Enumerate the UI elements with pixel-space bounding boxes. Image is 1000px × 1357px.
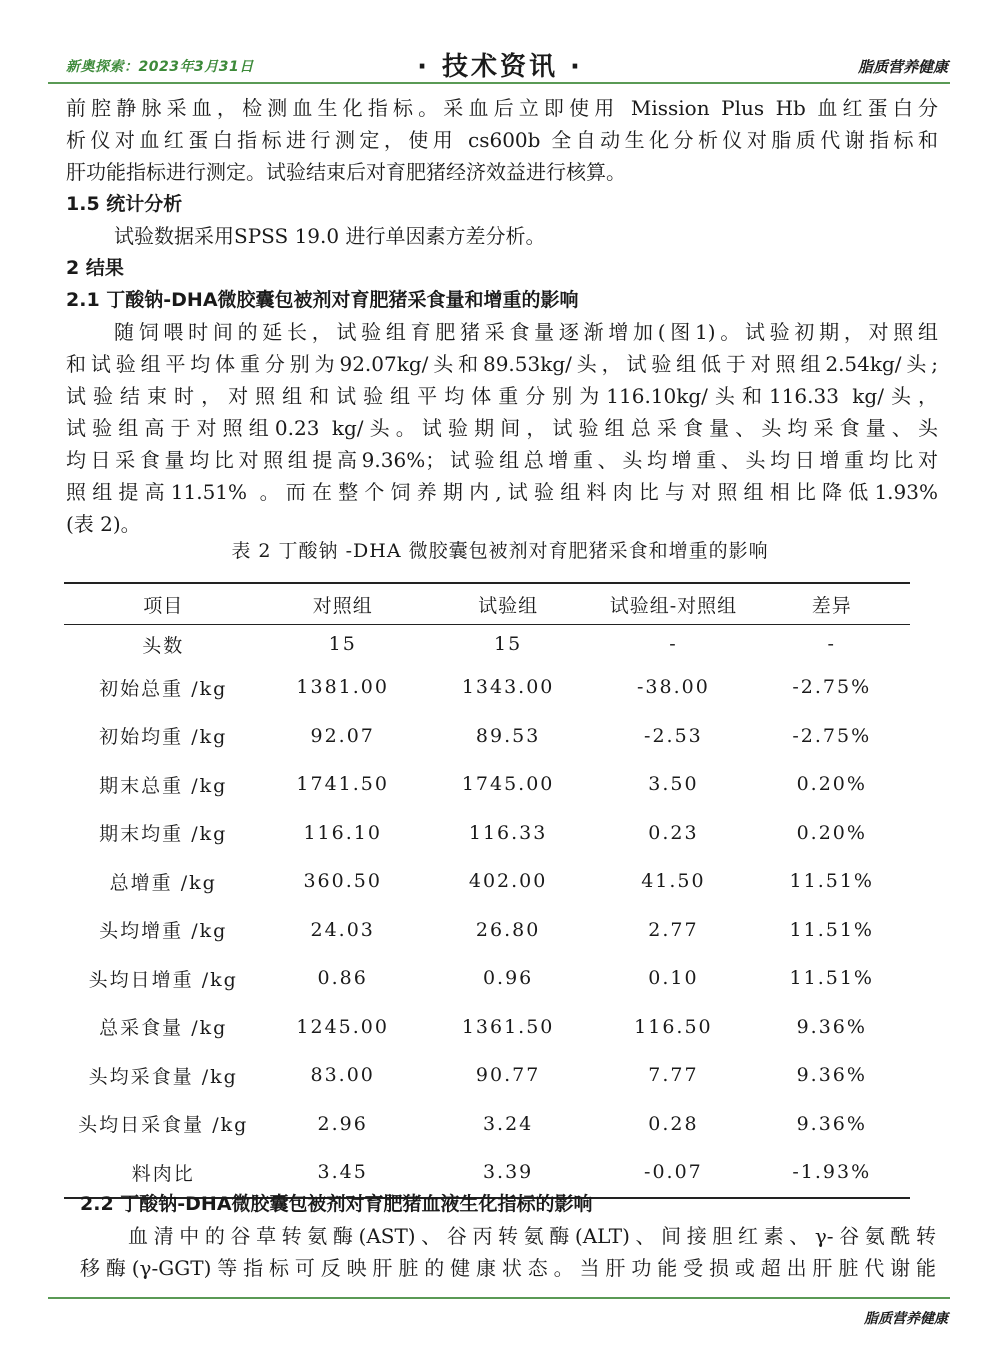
table-cell: 初始总重 /kg: [99, 677, 228, 700]
table-cell: 116.33: [468, 821, 548, 844]
header-section-title: · 技术资讯 ·: [417, 52, 583, 82]
table-cell: -2.75%: [792, 676, 872, 699]
text-line: 均日采食量均比对照组提高9.36%；试验组总增重、头均增重、头均日增重均比对: [66, 448, 938, 472]
col-header-test: 试验组: [423, 583, 593, 625]
table-cell: -38.00: [636, 676, 710, 699]
text-line: 和试验组平均体重分别为92.07kg/头和89.53kg/头，试验组低于对照组2.54kg/头;: [66, 352, 938, 376]
table-cell: 头均日采食量 /kg: [78, 1114, 249, 1137]
table-cell: 2.96: [317, 1112, 368, 1135]
table-cell: 3.50: [648, 773, 699, 796]
table-cell: 3.45: [262, 1148, 423, 1198]
heading-2-2: 2.2 丁酸钠-DHA微胶囊包被剂对育肥猪血液生化指标的影响: [80, 1193, 593, 1215]
table-cell: 0.20%: [796, 773, 867, 796]
table-cell: 9.36%: [796, 1064, 867, 1087]
footer-rule: [48, 1297, 950, 1299]
text-line: 前腔静脉采血，检测血生化指标。采血后立即使用 Mission Plus Hb 血红蛋白分: [66, 96, 938, 120]
heading-2: 2 结果: [66, 257, 124, 279]
table-row: [64, 1100, 910, 1149]
table-cell: 总增重 /kg: [109, 871, 217, 894]
table-cell: -1.93%: [754, 1148, 910, 1198]
text-line: 移酶(γ-GGT)等指标可反映肝脏的健康状态。当肝功能受损或超出肝脏代谢能: [80, 1256, 936, 1280]
table-cell: 15: [328, 633, 357, 655]
table-cell: 3.24: [482, 1112, 534, 1135]
table-cell: 1361.50: [461, 1015, 555, 1038]
footer-journal-name: 脂质营养健康: [864, 1311, 948, 1327]
col-header-item: 项目: [64, 583, 262, 625]
table-row: [64, 954, 910, 1003]
table-body: [64, 625, 910, 1198]
table-row: [64, 1003, 910, 1052]
text-line: (表 2)。: [66, 512, 141, 536]
table-cell: 初始均重 /kg: [99, 726, 228, 749]
table-row: [64, 857, 910, 906]
table-cell: 15: [494, 633, 523, 655]
text-line: 血清中的谷草转氨酶(AST)、谷丙转氨酶(ALT)、间接胆红素、γ-谷氨酰转: [128, 1224, 936, 1248]
table-cell: 9.36%: [796, 1015, 867, 1038]
table-cell: 0.28: [648, 1112, 699, 1135]
table-cell: 1381.00: [296, 676, 389, 699]
table-cell: 1741.50: [296, 773, 389, 796]
table-cell: -2.75%: [792, 724, 872, 747]
col-header-control: 对照组: [262, 583, 423, 625]
heading-1-5: 1.5 统计分析: [66, 193, 183, 215]
table-cell: 头均增重 /kg: [99, 920, 228, 943]
text-line: 随饲喂时间的延长，试验组育肥猪采食量逐渐增加(图1)。试验初期，对照组: [114, 320, 938, 344]
table-cell: 24.03: [310, 918, 375, 941]
table-cell: 402.00: [468, 870, 548, 893]
header-rule: [48, 82, 950, 84]
table-header-row: [64, 583, 910, 625]
page-header: [0, 0, 1000, 90]
table-row: [64, 1051, 910, 1100]
table-cell: 头均采食量 /kg: [88, 1065, 238, 1088]
table-cell: 0.86: [317, 967, 368, 990]
table-cell: 92.07: [310, 724, 375, 747]
table-caption: 表 2 丁酸钠 -DHA 微胶囊包被剂对育肥猪采食和增重的影响: [231, 540, 769, 562]
heading-2-1: 2.1 丁酸钠-DHA微胶囊包被剂对育肥猪采食量和增重的影响: [66, 289, 579, 311]
table-cell: 0.96: [482, 967, 534, 990]
table-cell: -: [827, 633, 836, 655]
table-cell: 116.10: [303, 821, 382, 844]
table-cell: 1245.00: [296, 1015, 389, 1038]
results-table: [64, 582, 910, 1199]
table-cell: 90.77: [475, 1064, 541, 1087]
header-journal-name: 脂质营养健康: [857, 58, 948, 76]
table-cell: 26.80: [475, 918, 541, 941]
text-line: 试验数据采用SPSS 19.0 进行单因素方差分析。: [114, 224, 546, 248]
table-cell: 期末总重 /kg: [99, 774, 228, 797]
text-line: 试验结束时，对照组和试验组平均体重分别为116.10kg/头和116.33 kg/头，: [66, 384, 938, 408]
table-cell: 116.50: [634, 1015, 713, 1038]
table-cell: 料肉比: [64, 1148, 262, 1198]
body-bottom: [80, 1188, 936, 1284]
table-cell: 0.10: [648, 967, 699, 990]
table-cell: 3.39: [423, 1148, 593, 1198]
table-cell: -0.07: [593, 1148, 753, 1198]
table-row: [64, 663, 910, 712]
text-line: 试验组高于对照组0.23 kg/头。试验期间，试验组总采食量、头均采食量、头: [66, 416, 938, 440]
table-row: [64, 712, 910, 761]
table-cell: 0.23: [648, 821, 699, 844]
table-cell: 89.53: [475, 724, 541, 747]
table-cell: 0.20%: [796, 821, 867, 844]
col-header-pct: 差异: [754, 583, 910, 625]
table-cell: 头均日增重 /kg: [88, 968, 238, 991]
body-top: [66, 92, 938, 540]
table-cell: 期末均重 /kg: [99, 823, 228, 846]
table-cell: 2.77: [648, 918, 699, 941]
table-cell: 总采食量 /kg: [99, 1017, 228, 1040]
table-row: [64, 760, 910, 809]
text-line: 肝功能指标进行测定。试验结束后对育肥猪经济效益进行核算。: [66, 160, 626, 184]
header-date: 新奥探索：2023年3月31日: [66, 59, 254, 75]
table-cell: 11.51%: [789, 967, 874, 990]
table-cell: 1745.00: [461, 773, 555, 796]
col-header-diff: 试验组-对照组: [593, 583, 753, 625]
table-cell: 11.51%: [789, 918, 874, 941]
table-cell: 1343.00: [461, 676, 555, 699]
text-line: 析仪对血红蛋白指标进行测定，使用 cs600b 全自动生化分析仪对脂质代谢指标和: [66, 128, 938, 152]
table-cell: 头数: [142, 634, 185, 657]
table-cell: 7.77: [648, 1064, 699, 1087]
table-cell: 83.00: [310, 1064, 375, 1087]
table-cell: 360.50: [303, 870, 382, 893]
table-cell: -: [669, 633, 678, 655]
text-line: 照组提高11.51% 。而在整个饲养期内,试验组料肉比与对照组相比降低1.93%: [66, 480, 938, 504]
table-cell: 11.51%: [789, 870, 874, 893]
table-cell: 9.36%: [796, 1112, 867, 1135]
table-row: [64, 906, 910, 955]
table-row: [64, 625, 910, 664]
table-cell: 41.50: [641, 870, 706, 893]
table-cell: -2.53: [644, 724, 703, 747]
table-row: [64, 809, 910, 858]
